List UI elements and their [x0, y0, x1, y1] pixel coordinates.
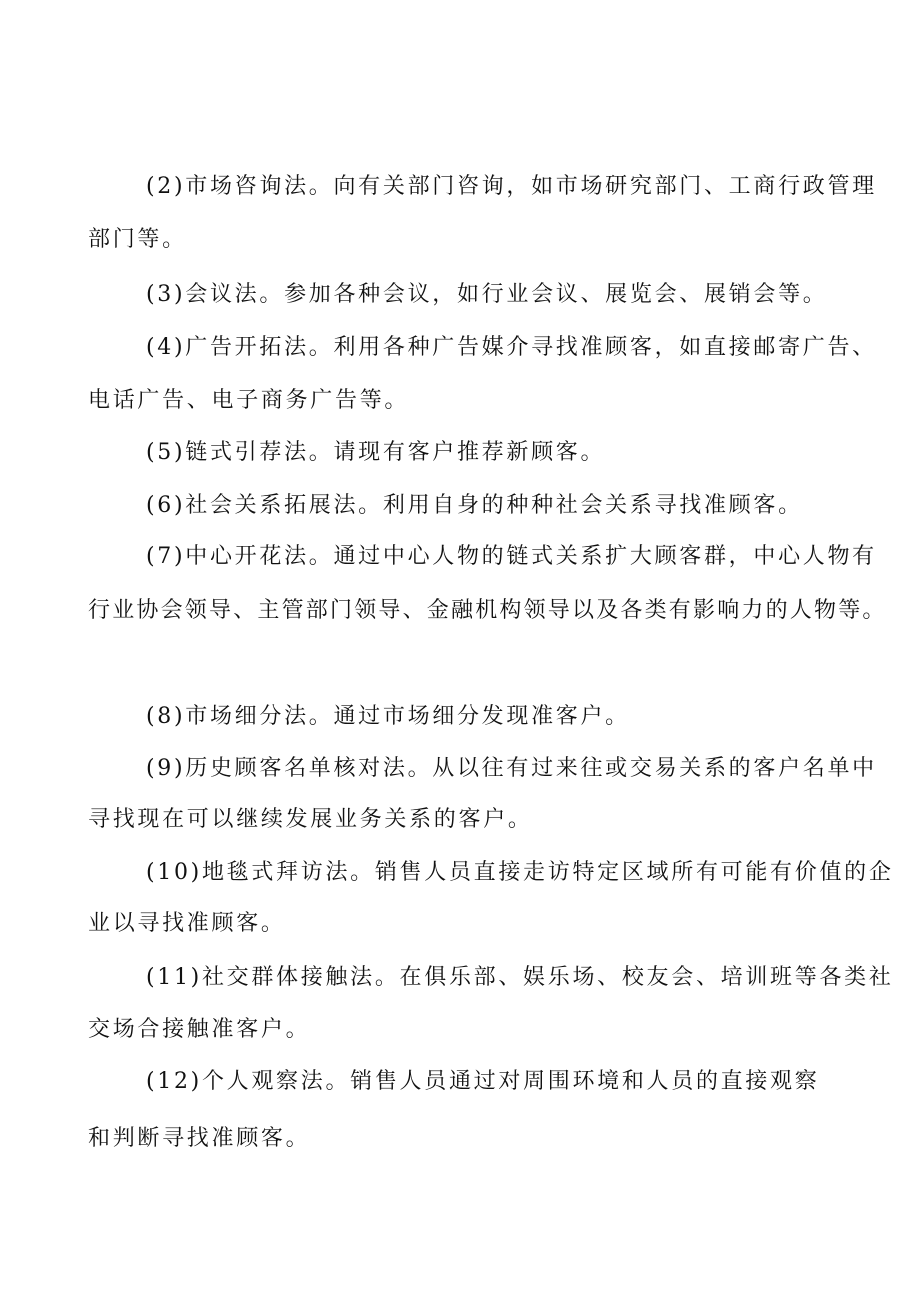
paragraph-7-line-2: 行业协会领导、主管部门领导、金融机构领导以及各类有影响力的人物等。 — [88, 598, 887, 623]
paragraph-6-line-1: (6)社会关系拓展法。利用自身的种种社会关系寻找准顾客。 — [146, 493, 803, 518]
paragraph-7-line-1: (7)中心开花法。通过中心人物的链式关系扩大顾客群，中心人物有 — [146, 544, 877, 569]
paragraph-9-line-1: (9)历史顾客名单核对法。从以往有过来往或交易关系的客户名单中 — [146, 756, 877, 781]
paragraph-2-line-1: (2)市场咨询法。向有关部门咨询，如市场研究部门、工商行政管理 — [146, 174, 877, 199]
paragraph-10-line-2: 业以寻找准顾客。 — [88, 911, 286, 936]
paragraph-5-line-1: (5)链式引荐法。请现有客户推荐新顾客。 — [146, 440, 606, 465]
paragraph-10-line-1: (10)地毯式拜访法。销售人员直接走访特定区域所有可能有价值的企 — [146, 860, 894, 885]
paragraph-12-line-1: (12)个人观察法。销售人员通过对周围环境和人员的直接观察 — [146, 1069, 820, 1094]
paragraph-4-line-1: (4)广告开拓法。利用各种广告媒介寻找准顾客，如直接邮寄广告、 — [146, 335, 877, 360]
paragraph-4-line-2: 电话广告、电子商务广告等。 — [88, 388, 410, 413]
paragraph-12-line-2: 和判断寻找准顾客。 — [88, 1126, 311, 1151]
paragraph-9-line-2: 寻找现在可以继续发展业务关系的客户。 — [88, 807, 533, 832]
paragraph-3-line-1: (3)会议法。参加各种会议，如行业会议、展览会、展销会等。 — [146, 282, 828, 307]
paragraph-8-line-1: (8)市场细分法。通过市场细分发现准客户。 — [146, 704, 630, 729]
paragraph-11-line-2: 交场合接触准客户。 — [88, 1017, 311, 1042]
paragraph-11-line-1: (11)社交群体接触法。在俱乐部、娱乐场、校友会、培训班等各类社 — [146, 965, 894, 990]
paragraph-2-line-2: 部门等。 — [88, 227, 187, 252]
